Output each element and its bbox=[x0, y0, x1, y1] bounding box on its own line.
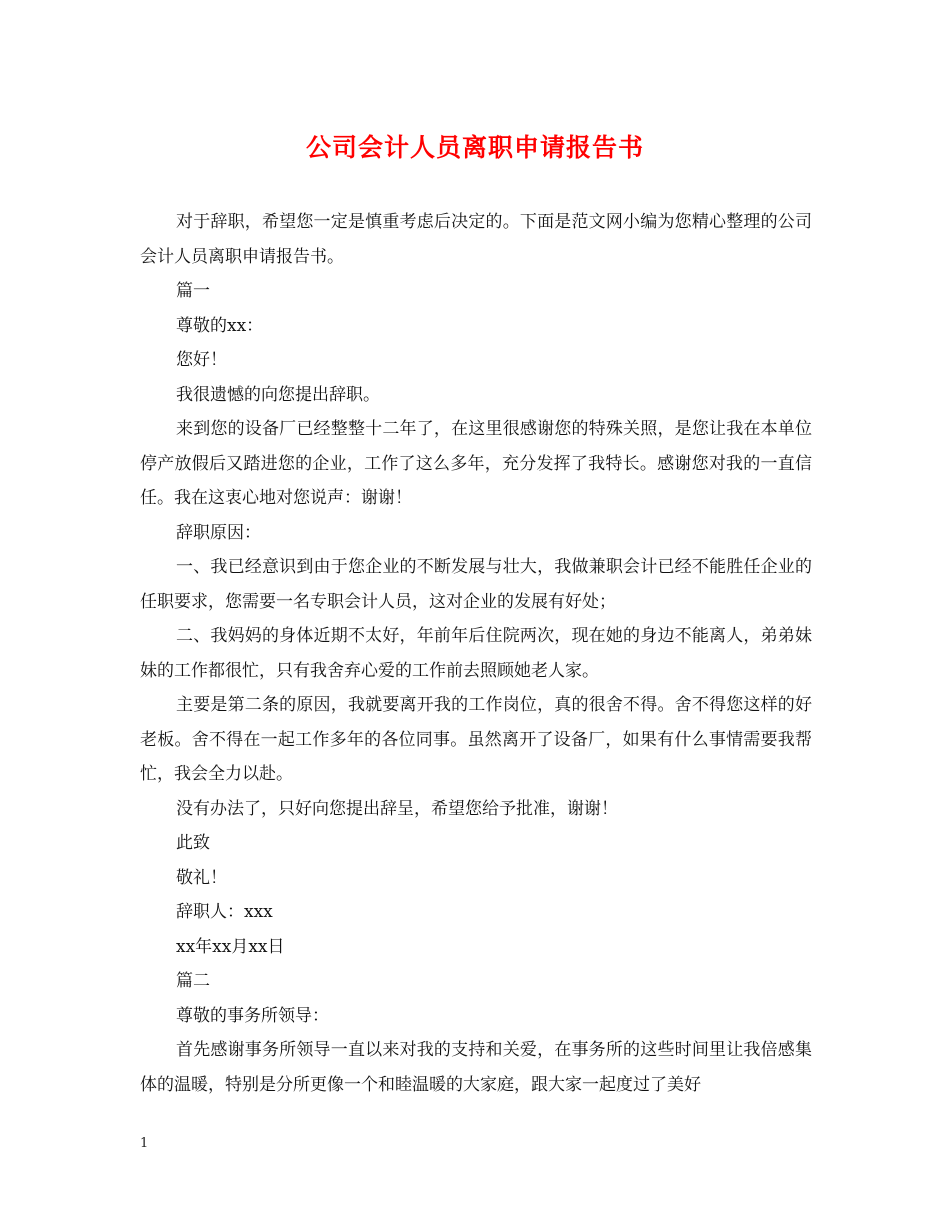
paragraph: 我很遗憾的向您提出辞职。 bbox=[176, 384, 380, 405]
salutation: 尊敬的xx： bbox=[176, 315, 264, 336]
section-heading-1: 篇一 bbox=[176, 281, 210, 301]
section-heading-2: 篇二 bbox=[176, 971, 210, 991]
document-title: 公司会计人员离职申请报告书 bbox=[305, 133, 644, 162]
page-number: 1 bbox=[140, 1136, 149, 1151]
paragraph-intro: 对于辞职，希望您一定是慎重考虑后决定的。下面是范文网小编为您精心整理的公司会计人员离职申请报告书。 bbox=[140, 212, 812, 267]
greeting: 您好！ bbox=[176, 350, 227, 370]
document-body bbox=[140, 205, 812, 1102]
paragraph: 主要是第二条的原因，我就要离开我的工作岗位，真的很舍不得。舍不得您这样的好老板。舍不得在一起工作多年的各位同事。虽然离开了设备厂，如果有什么事情需要我帮忙，我会全力以赴。 bbox=[140, 695, 812, 784]
paragraph: 辞职原因： bbox=[176, 522, 261, 543]
paragraph: 首先感谢事务所领导一直以来对我的支持和关爱，在事务所的这些时间里让我倍感集体的温暖，特别是分所更像一个和睦温暖的大家庭，跟大家一起度过了美好 bbox=[140, 1040, 812, 1095]
paragraph: 没有办法了，只好向您提出辞呈，希望您给予批准，谢谢！ bbox=[176, 798, 618, 819]
paragraph: 二、我妈妈的身体近期不太好，年前年后住院两次，现在她的身边不能离人，弟弟妹妹的工作都很忙，只有我舍弃心爱的工作前去照顾她老人家。 bbox=[140, 626, 812, 681]
closing: 此致 bbox=[176, 833, 210, 853]
closing-salute: 敬礼！ bbox=[176, 867, 227, 888]
paragraph: 一、我已经意识到由于您企业的不断发展与壮大，我做兼职会计已经不能胜任企业的任职要求，您需要一名专职会计人员，这对企业的发展有好处； bbox=[140, 557, 812, 612]
signature-line: 辞职人：xxx bbox=[176, 902, 273, 922]
date-line: xx年xx月xx日 bbox=[176, 936, 285, 957]
salutation: 尊敬的事务所领导： bbox=[176, 1005, 329, 1026]
paragraph: 来到您的设备厂已经整整十二年了，在这里很感谢您的特殊关照，是您让我在本单位停产放假后又踏进您的企业，工作了这么多年，充分发挥了我特长。感谢您对我的一直信任。我在这衷心地对您说声：谢谢！ bbox=[140, 419, 812, 508]
